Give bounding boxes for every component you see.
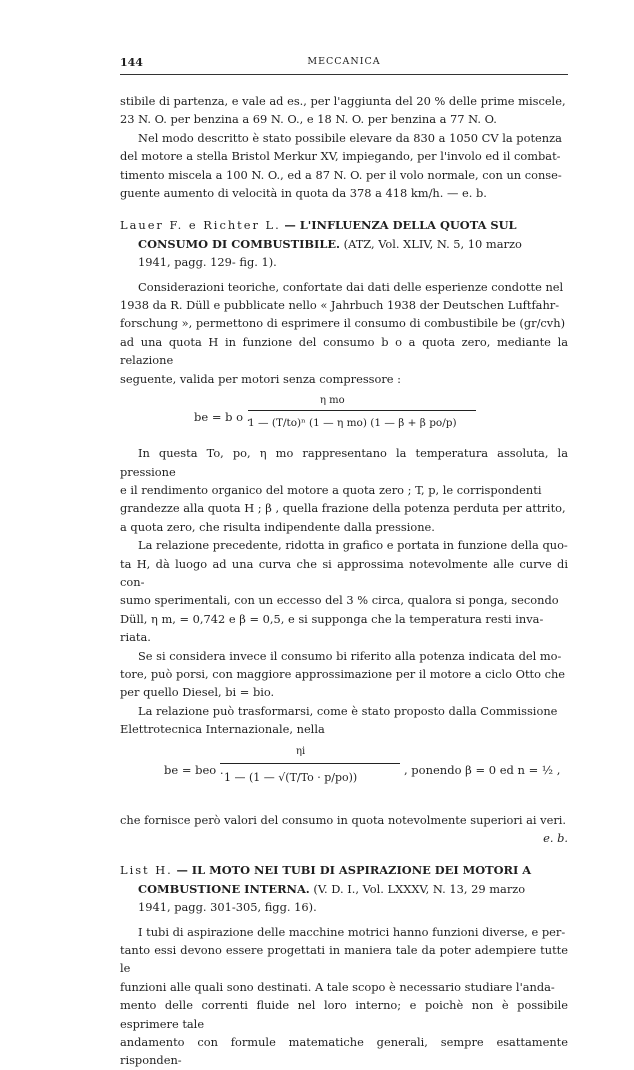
formula-lhs: be = beo . [164, 762, 224, 777]
article-reference-cont: 1941, pagg. 301-305, figg. 16). [138, 900, 317, 915]
text-line: ta H, dà luogo ad una curva che si approssima notevolmente alle curve di con- [120, 556, 568, 589]
article-authors: Lauer F. e Richter L. [120, 218, 281, 233]
article-reference: (V. D. I., Vol. LXXXV, N. 13, 29 marzo [313, 881, 526, 896]
text-line: In questa To, po, η mo rappresentano la temperatura assoluta, la pressione [120, 446, 568, 479]
text-line: 23 N. O. per benzina a 69 N. O., e 18 N. O. per benzina a 77 N. O. [120, 112, 497, 127]
article-heading [120, 861, 568, 879]
text-line: 1938 da R. Düll e pubblicate nello « Jahrbuch 1938 der Deutschen Luftfahr- [120, 298, 560, 313]
article-heading-cont [120, 235, 568, 253]
page-header [120, 56, 568, 72]
formula-numerator: ηi [296, 745, 306, 757]
article-reference: (ATZ, Vol. XLIV, N. 5, 10 marzo [343, 236, 522, 251]
running-title: MECCANICA [307, 56, 381, 67]
text-line: e il rendimento organico del motore a quota zero ; T, p, le corrispondenti [120, 482, 542, 497]
article-authors: List H. [120, 863, 173, 878]
text-line: La relazione precedente, ridotta in grafico e portata in funzione della quo- [138, 538, 568, 553]
article-heading-cont [120, 880, 568, 898]
article-reference-cont: 1941, pagg. 129- fig. 1). [138, 255, 277, 270]
fraction-bar [248, 410, 476, 411]
article-title: — L'INFLUENZA DELLA QUOTA SUL [284, 218, 517, 233]
formula-denominator: 1 — (T/to)ⁿ (1 — η mo) (1 — β + β po/p) [248, 417, 457, 430]
text-line: forschung », permettono di esprimere il consumo di combustibile be (gr/cvh) [120, 316, 566, 331]
text-line: I tubi di aspirazione delle macchine motrici hanno funzioni diverse, e per- [138, 924, 566, 939]
text-line: timento miscela a 100 N. O., ed a 87 N. O. per il volo normale, con un conse- [120, 167, 562, 182]
text-line: tore, può porsi, con maggiore approssimazione per il motore a ciclo Otto che [120, 666, 566, 681]
text-line: Considerazioni teoriche, confortate dai dati delle esperienze condotte nel [138, 279, 564, 294]
text-line: a quota zero, che risulta indipendente dalla pressione. [120, 519, 435, 534]
text-line: sumo sperimentali, con un eccesso del 3 % circa, qualora si ponga, secondo [120, 593, 559, 608]
article-title: CONSUMO DI COMBUSTIBILE. [138, 236, 341, 251]
signature: e. b. [543, 831, 568, 845]
formula-consumption-altitude [120, 388, 568, 444]
text-line: ad una quota H in funzione del consumo b o a quota zero, mediante la relazione [120, 334, 568, 368]
formula-lhs: be = b o . [194, 410, 251, 425]
text-line: Se si considera invece il consumo bi riferito alla potenza indicata del mo- [138, 648, 562, 663]
text-line: stibile di partenza, e vale ad es., per l'aggiunta del 20 % delle prime miscele, [120, 94, 566, 108]
text-line: mento delle correnti fluide nel loro interno; e poichè non è possibile esprimere tale [120, 998, 568, 1031]
text-line: andamento con formule matematiche generali, sempre esattamente risponden- [120, 1035, 568, 1068]
spacer [120, 847, 568, 861]
text-line: tanto essi devono essere progettati in maniera tale da poter adempiere tutte le [120, 943, 568, 976]
text-line: La relazione può trasformarsi, come è stato proposto dalla Commissione [138, 703, 558, 718]
article-title: COMBUSTIONE INTERNA. [138, 881, 310, 896]
text-line: Elettrotecnica Internazionale, nella [120, 722, 325, 737]
page-body [120, 92, 568, 1070]
text-line: Nel modo descritto è stato possibile elevare da 830 a 1050 CV la potenza [138, 130, 562, 145]
header-rule [120, 74, 568, 75]
fraction-bar [220, 763, 400, 764]
formula-tail: , ponendo β = 0 ed n = ½ , [404, 762, 561, 777]
formula-numerator: η mo [320, 395, 345, 407]
spacer [120, 202, 568, 216]
page-number: 144 [120, 56, 143, 69]
text-line: funzioni alle quali sono destinati. A tale scopo è necessario studiare l'anda- [120, 979, 555, 994]
text-line: che fornisce però valori del consumo in quota notevolmente superiori ai veri. [120, 812, 567, 827]
article-title: — IL MOTO NEI TUBI DI ASPIRAZIONE DEI MOTORI A [176, 863, 532, 878]
formula-denominator: 1 — (1 — √(T/To · p/po)) [224, 770, 358, 784]
article-heading [120, 216, 568, 234]
text-line: seguente, valida per motori senza compressore : [120, 371, 402, 386]
text-line: grandezze alla quota H ; β , quella frazione della potenza perduta per attrito, [120, 501, 566, 516]
formula-cei [120, 739, 568, 811]
text-line: del motore a stella Bristol Merkur XV, impiegando, per l'involo ed il combat- [120, 149, 561, 164]
text-line: guente aumento di velocità in quota da 378 a 418 km/h. — e. b. [120, 186, 487, 201]
text-line: riata. [120, 630, 151, 645]
text-line: Düll, η m, = 0,742 e β = 0,5, e si supponga che la temperatura resti inva- [120, 611, 544, 626]
text-line: per quello Diesel, bi = bio. [120, 685, 275, 700]
